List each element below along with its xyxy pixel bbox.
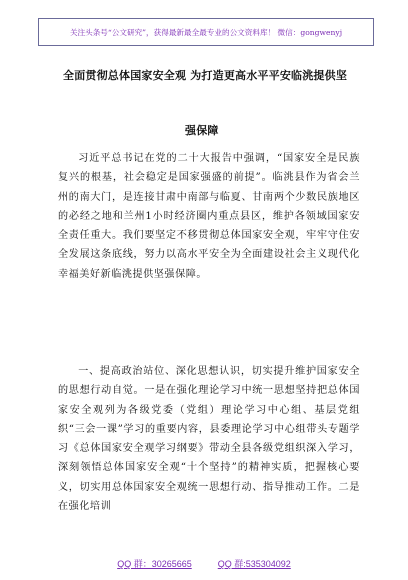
document-title-line-1: 全面贯彻总体国家安全观 为打造更高水平平安临洮提供坚 xyxy=(63,69,348,82)
footer-qq-group-2[interactable]: QQ 群:535304092 xyxy=(217,559,291,569)
body-paragraph-2: 一、提高政治站位、深化思想认识，切实提升维护国家安全的思想行动自觉。一是在强化理论学习中统一思想坚持把总体国家安全观列为各级党委（党组）理论学习中心组、基层党组织“三会一课”学习的重要内容，县委理论学习中心组带头专题学习《总体国家安全观学习纲要》带动全县各级党组织深入学习，深刻领悟总体国家安全观“十个坚持”的精神实质，把握核心要义，切实用总体国家安全观统一思想行动、指导推动工作。二是在强化培训 xyxy=(58,366,360,513)
header-banner[interactable] xyxy=(38,18,374,46)
footer-contact xyxy=(0,557,408,573)
document-title-line-2: 强保障 xyxy=(185,124,219,137)
header-banner-text: 关注头条号“公文研究”，获得最新最全最专业的公文资料库！ 微信：gongwenyj xyxy=(69,27,343,37)
footer-qq-group-1[interactable]: QQ 群：30265665 xyxy=(117,559,192,569)
body-paragraph-1: 习近平总书记在党的二十大报告中强调，“国家安全是民族复兴的根基，社会稳定是国家强盛的前提”。临洮县作为省会兰州的南大门，是连接甘肃中南部与临夏、甘南两个少数民族地区的必经之地和兰州1小时经济圈内重点县区，维护各领域国家安全责任重大。我们要坚定不移贯彻总体国家安全观，牢牢守住安全发展这条底线，努力以高水平安全为全面建设社会主义现代化幸福美好新临洮提供坚强保障。 xyxy=(58,153,360,280)
